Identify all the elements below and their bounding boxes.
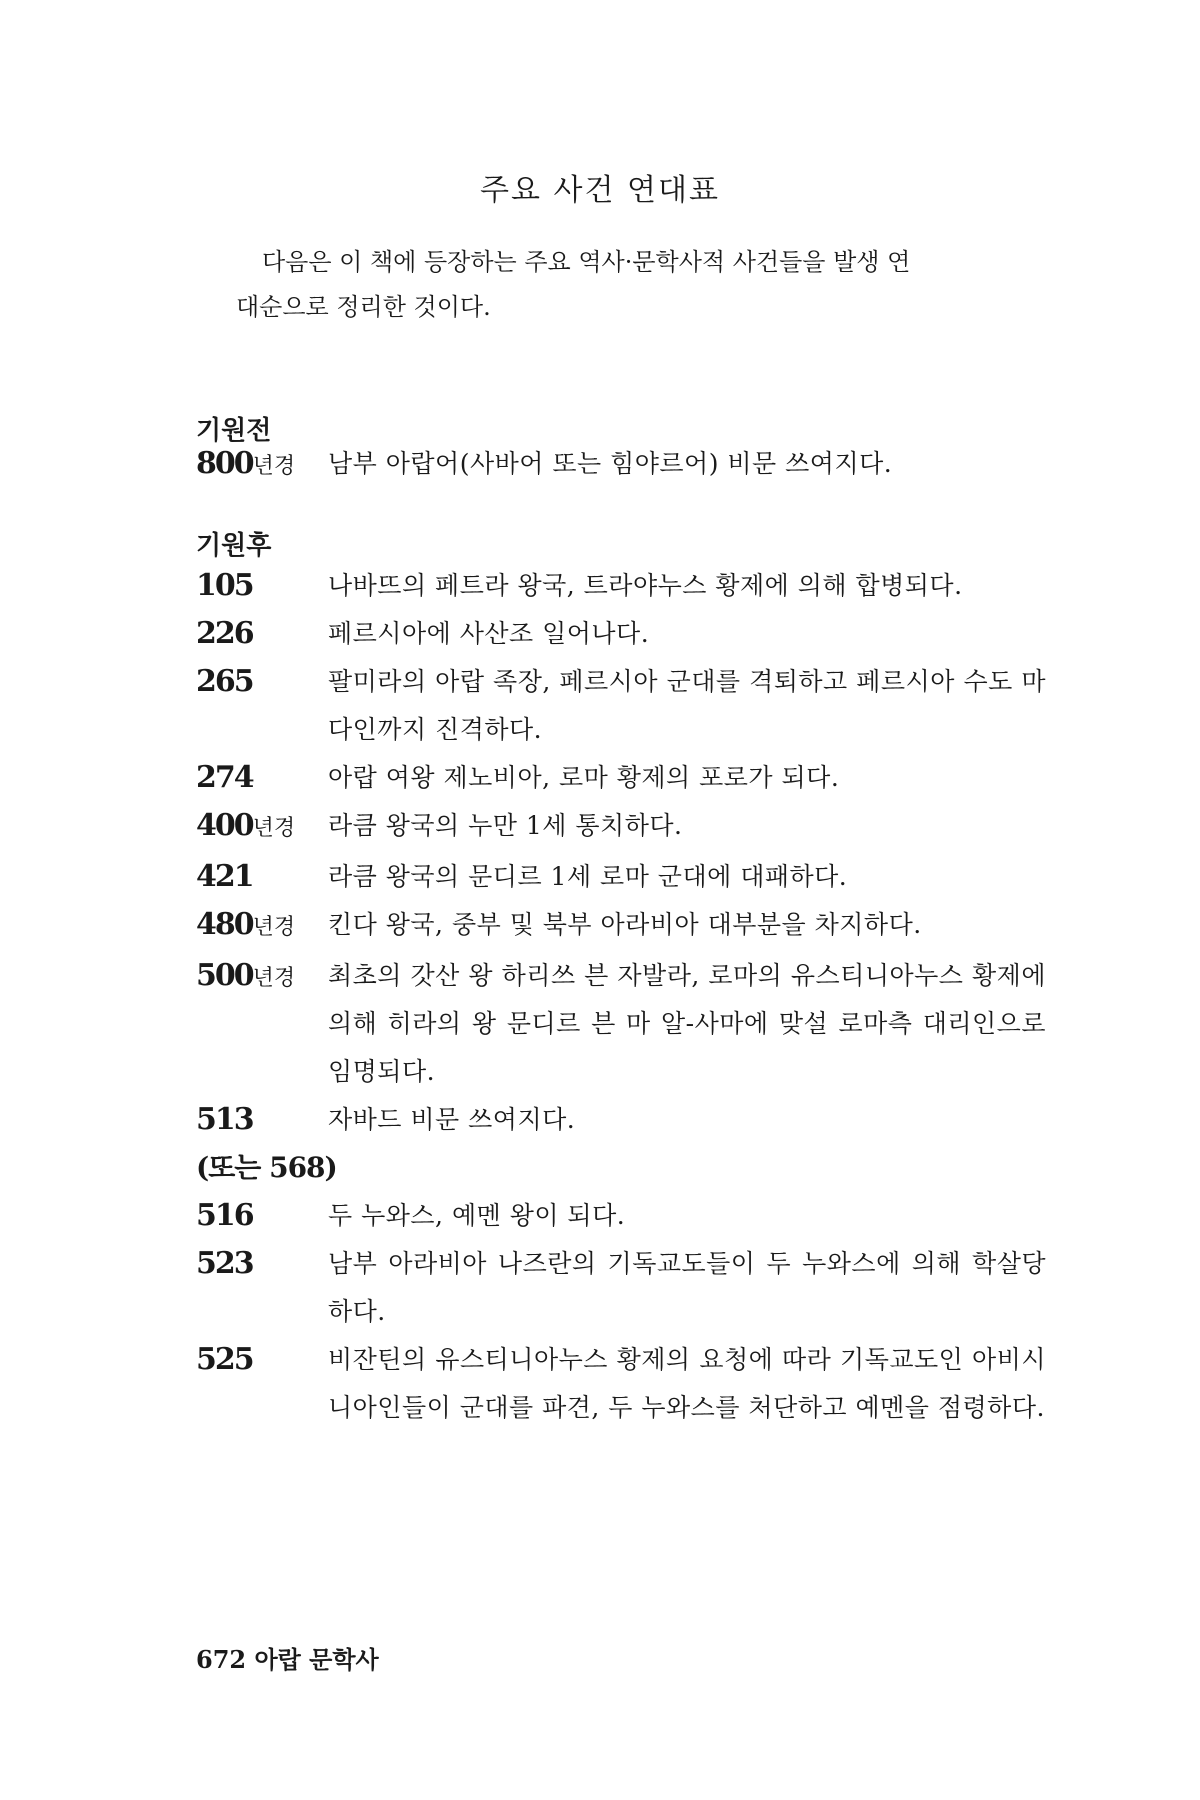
entry-year: 516: [196, 1198, 253, 1233]
entry-event: 라큼 왕국의 누만 1세 통치하다.: [328, 811, 683, 840]
entry-year-suffix: 년경: [252, 915, 296, 940]
entry-date-alternative: (또는 568): [196, 1151, 337, 1184]
intro-line-1: 다음은 이 책에 등장하는 주요 역사·문학사적 사건들을 발생 연: [262, 248, 911, 276]
entry-date: [196, 1240, 328, 1288]
entry-event: 라큼 왕국의 문디르 1세 로마 군대에 대패하다.: [328, 862, 848, 891]
entry-event: 킨다 왕국, 중부 및 북부 아라비아 대부분을 차지하다.: [328, 910, 922, 939]
timeline-entry: [196, 610, 1046, 658]
timeline-entry: [196, 562, 1046, 610]
entry-year: 421: [196, 859, 253, 894]
timeline-entry: [196, 1336, 1046, 1432]
entry-event: 남부 아랍어(사바어 또는 힘야르어) 비문 쓰여지다.: [328, 449, 893, 478]
entry-year: 480: [196, 907, 253, 942]
entry-date: [196, 901, 328, 952]
page-title: 주요 사건 연대표: [480, 173, 720, 208]
entry-date: [196, 802, 328, 853]
entry-event: 아랍 여왕 제노비아, 로마 황제의 포로가 되다.: [328, 763, 840, 792]
entry-year-suffix: 년경: [252, 966, 296, 991]
entry-year: 226: [196, 616, 253, 651]
timeline-entry: [196, 1240, 1046, 1336]
timeline-entry: [196, 1096, 1046, 1144]
entry-event: 남부 아라비아 나즈란의 기독교도들이 두 누와스에 의해 학살당하다.: [328, 1249, 1046, 1326]
entry-date: [196, 440, 328, 491]
entry-year: 274: [196, 760, 253, 795]
entry-year: 513: [196, 1102, 253, 1137]
entry-year: 265: [196, 664, 253, 699]
timeline-entry: [196, 901, 1046, 952]
entry-date: [196, 1336, 328, 1384]
entry-year: 525: [196, 1342, 253, 1377]
entry-event: 두 누와스, 예멘 왕이 되다.: [328, 1201, 626, 1230]
entry-year: 523: [196, 1246, 253, 1281]
ad-entries: [196, 562, 1046, 1432]
entry-year-suffix: 년경: [252, 816, 296, 841]
entry-event: 나바뜨의 페트라 왕국, 트라야누스 황제에 의해 합병되다.: [328, 571, 963, 600]
timeline-entry: [196, 802, 1046, 853]
entry-event: 비잔틴의 유스티니아누스 황제의 요청에 따라 기독교도인 아비시니아인들이 군대를 파견, 두 누와스를 처단하고 예멘을 점령하다.: [328, 1345, 1046, 1422]
bc-entries: [196, 440, 1046, 491]
entry-date: [196, 853, 328, 901]
entry-date: [196, 754, 328, 802]
entry-date: [196, 1096, 328, 1144]
entry-date: [196, 562, 328, 610]
entry-event: 자바드 비문 쓰여지다.: [328, 1105, 576, 1134]
timeline-entry: [196, 658, 1046, 754]
entry-date: [196, 1192, 328, 1240]
intro-line-2: 대순으로 정리한 것이다.: [236, 293, 491, 321]
entry-event: 페르시아에 사산조 일어나다.: [328, 619, 650, 648]
entry-event: 최초의 갓산 왕 하리쓰 븐 자발라, 로마의 유스티니아누스 황제에 의해 히라의 왕 문디르 븐 마 알-사마에 맞설 로마측 대리인으로 임명되다.: [328, 961, 1046, 1086]
entry-year-suffix: 년경: [252, 454, 296, 479]
entry-year: 800: [196, 446, 253, 481]
timeline-entry: [196, 1192, 1046, 1240]
entry-year: 400: [196, 808, 253, 843]
era-heading-ad: 기원후: [196, 531, 272, 561]
intro-paragraph: [236, 240, 996, 330]
entry-event: 팔미라의 아랍 족장, 페르시아 군대를 격퇴하고 페르시아 수도 마다인까지 진격하다.: [328, 667, 1046, 744]
era-heading-bc: 기원전: [196, 416, 272, 446]
entry-date: [196, 952, 328, 1003]
entry-year: 500: [196, 958, 253, 993]
entry-date: [196, 658, 328, 706]
entry-date: [196, 610, 328, 658]
timeline-entry: [196, 754, 1046, 802]
entry-year: 105: [196, 568, 253, 603]
timeline-entry: [196, 952, 1046, 1096]
timeline-entry: [196, 853, 1046, 901]
page-footer: 672 아랍 문학사: [196, 1645, 379, 1674]
timeline-entry: [196, 440, 1046, 491]
